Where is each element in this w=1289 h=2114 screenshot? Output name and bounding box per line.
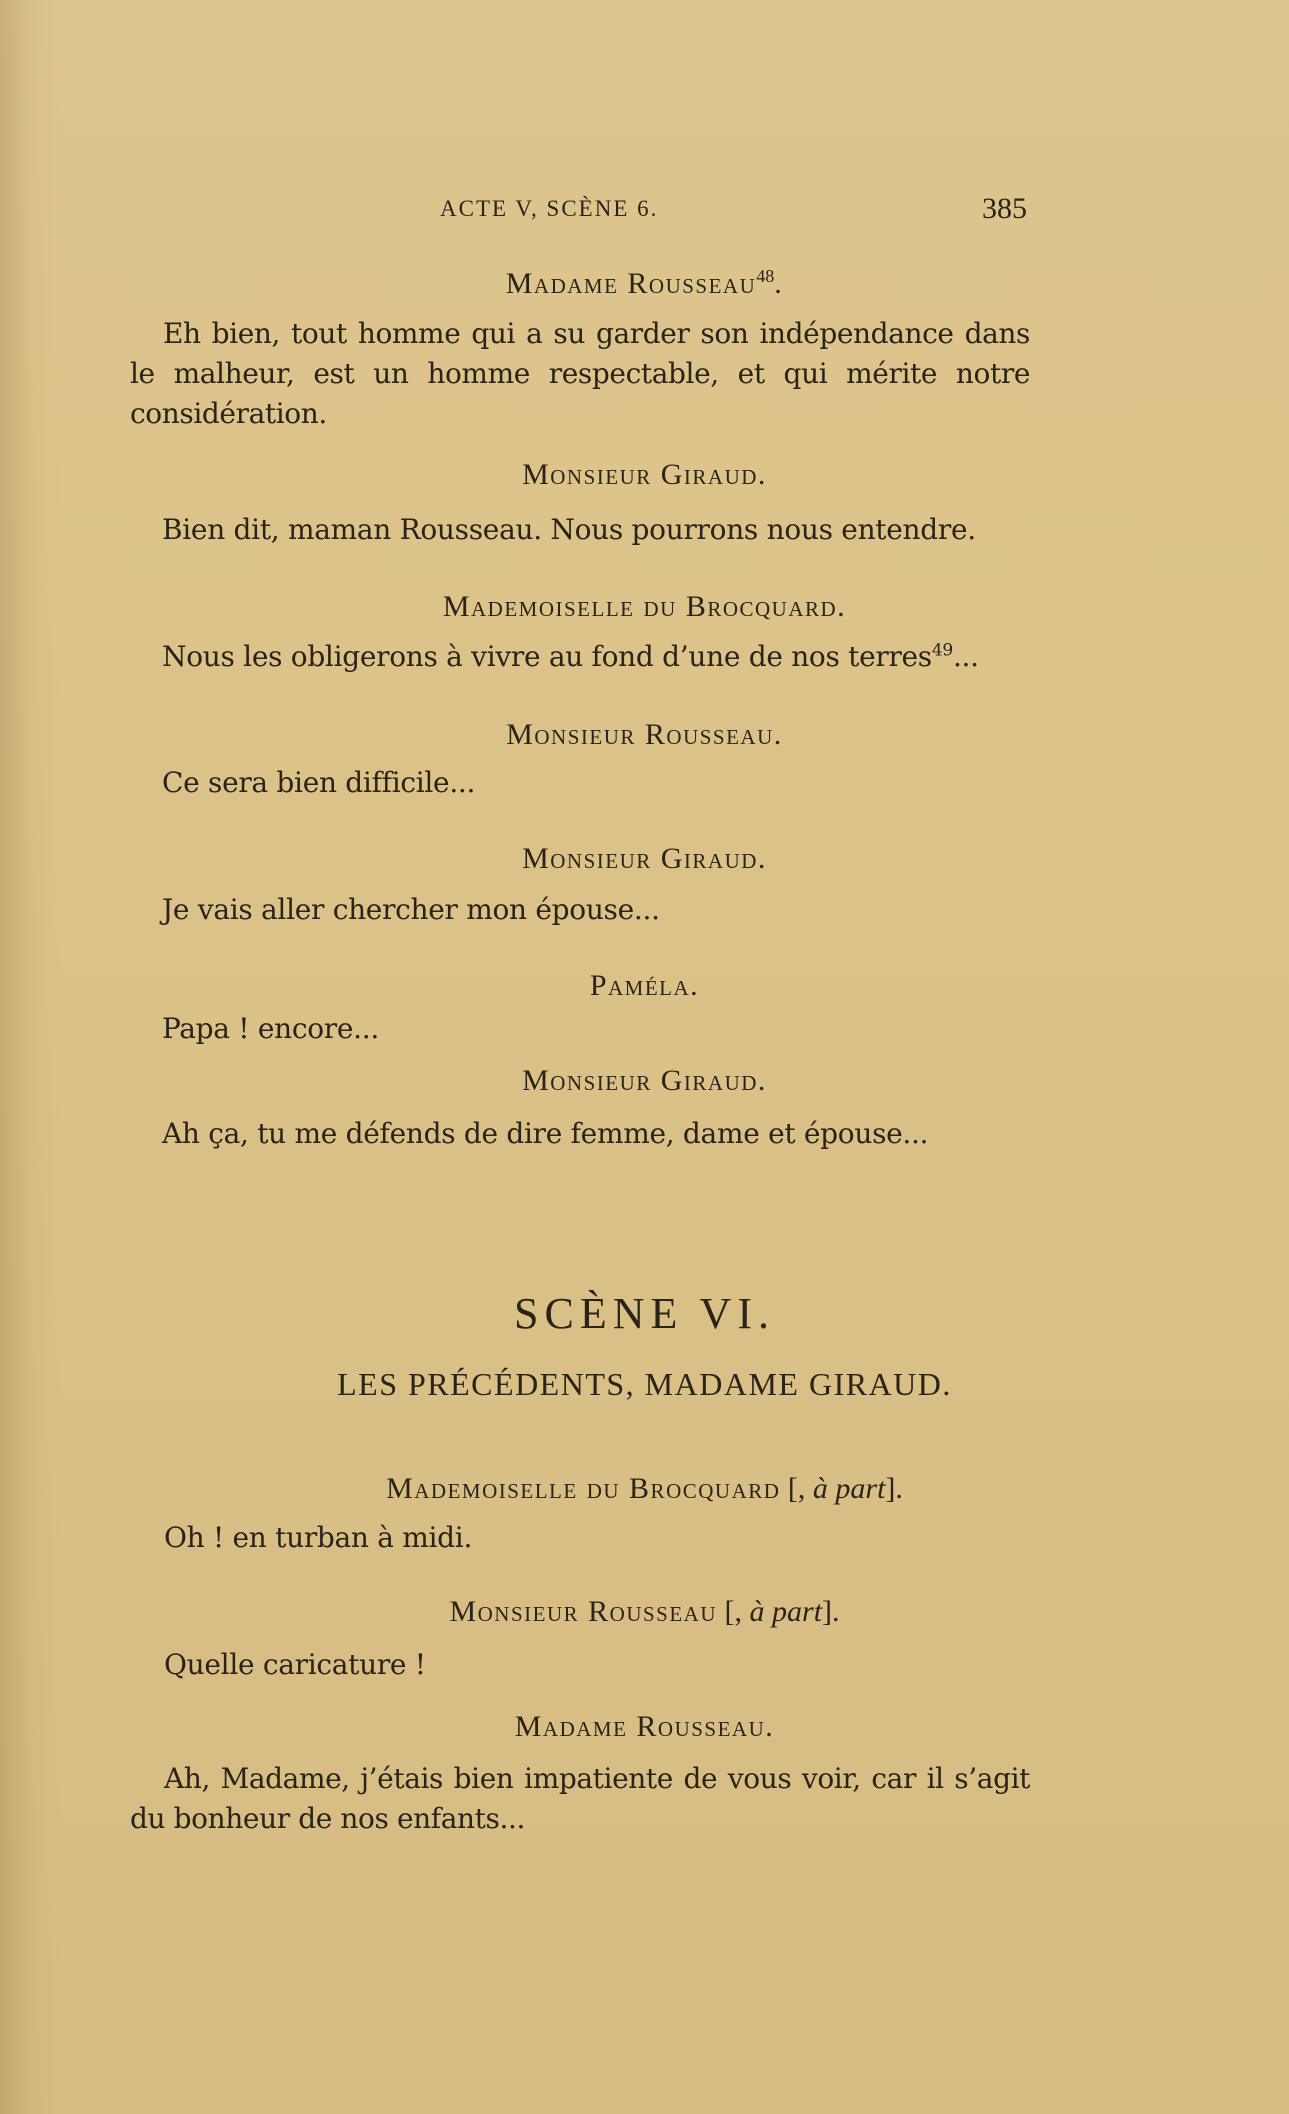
speaker-mademoiselle-du-brocquard-aside: [0, 1472, 1289, 1506]
speech-text: Ah, Madame, j’étais bien impatiente de vous voir, car il s’agit du bonheur de nos enfants...: [130, 1762, 1030, 1835]
speech-text: Je vais aller chercher mon épouse...: [162, 893, 660, 926]
speech-text: [162, 640, 979, 673]
speaker-pamela: Paméla.: [589, 969, 700, 1002]
speech-text: Eh bien, tout homme qui a su garder son indépendance dans le malheur, est un homme respectable, et qui mérite notre considération.: [130, 317, 1030, 430]
speech-text: Ah ça, tu me défends de dire femme, dame et épouse...: [162, 1117, 929, 1150]
aside-close: ].: [885, 1472, 903, 1505]
speech-text: Quelle caricature !: [164, 1648, 426, 1681]
scene-cast: LES PRÉCÉDENTS, MADAME GIRAUD.: [337, 1366, 952, 1402]
aside-open: [,: [780, 1472, 813, 1505]
speech-text: Ce sera bien difficile...: [162, 766, 476, 799]
speaker-monsieur-giraud: Monsieur Giraud.: [522, 842, 767, 875]
aside-direction: [780, 1472, 903, 1505]
speaker-mademoiselle-du-brocquard: Mademoiselle du Brocquard.: [442, 590, 847, 623]
aside-text: à part: [749, 1595, 823, 1628]
speaker-name: Monsieur Rousseau: [449, 1595, 718, 1628]
aside-close: ].: [822, 1595, 840, 1628]
speaker-name: Mademoiselle du Brocquard: [386, 1472, 781, 1505]
scene-title: SCÈNE VI.: [514, 1289, 775, 1338]
speaker-name: Madame Rousseau: [505, 267, 757, 300]
speech-text: Papa ! encore...: [162, 1012, 379, 1045]
page-number: 385: [982, 192, 1027, 225]
footnote-marker: 48: [756, 266, 775, 286]
aside-text: à part: [812, 1472, 886, 1505]
aside-direction: [717, 1595, 840, 1628]
speech-text-body: Nous les obligerons à vivre au fond d’une de nos terres: [162, 640, 932, 673]
speech-text: Bien dit, maman Rousseau. Nous pourrons nous entendre.: [162, 513, 976, 546]
footnote-marker: 49: [931, 640, 953, 661]
speaker-monsieur-rousseau: Monsieur Rousseau.: [506, 718, 783, 751]
speech-text-end: ...: [952, 640, 979, 673]
speaker-end: .: [774, 267, 784, 300]
speaker-madame-rousseau: Madame Rousseau.: [514, 1710, 775, 1743]
speaker-monsieur-giraud: Monsieur Giraud.: [522, 458, 767, 491]
speaker-monsieur-rousseau-aside: [0, 1595, 1289, 1629]
running-head: ACTE V, SCÈNE 6.: [440, 196, 659, 221]
aside-open: [,: [717, 1595, 750, 1628]
speaker-madame-rousseau: [0, 266, 1289, 301]
speaker-monsieur-giraud: Monsieur Giraud.: [522, 1064, 767, 1097]
speech-text: Oh ! en turban à midi.: [164, 1521, 473, 1554]
